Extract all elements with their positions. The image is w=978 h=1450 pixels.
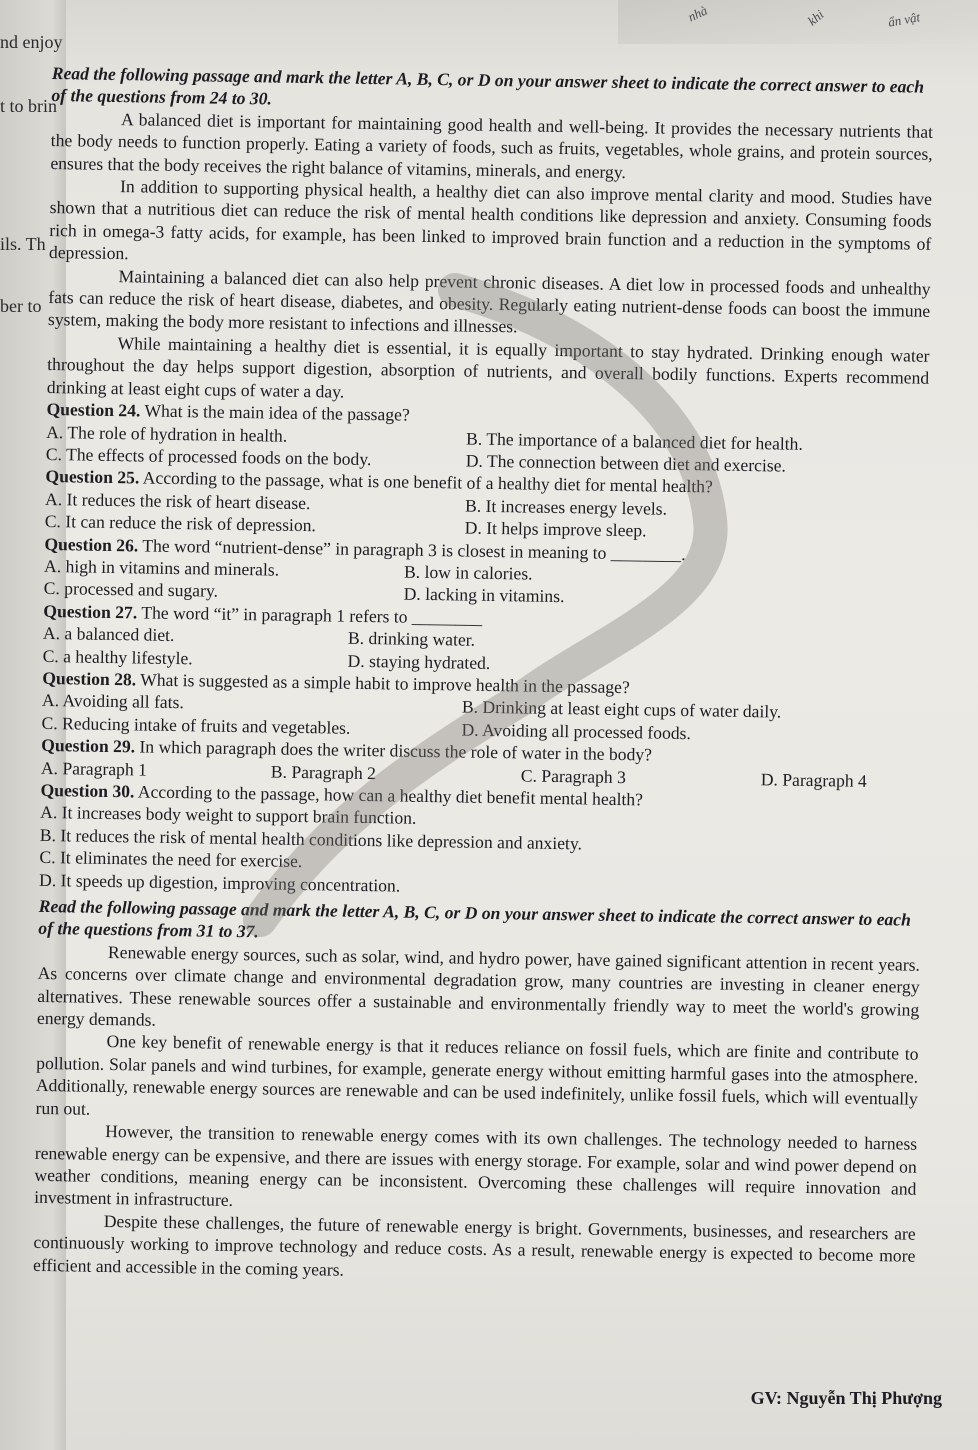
question-label: Question 30.: [40, 779, 135, 802]
option-b: B. drinking water.: [347, 627, 476, 650]
question-text: The word “it” in paragraph 1 refers to ________: [137, 602, 483, 628]
question-label: Question 29.: [41, 735, 136, 757]
option-c: C. It can reduce the risk of depression.: [44, 511, 317, 536]
option-b: B. Paragraph 2: [270, 761, 377, 783]
option-a: A. It reduces the risk of heart disease.: [44, 488, 311, 513]
option-b: B. low in calories.: [403, 561, 533, 584]
option-d: D. Avoiding all processed foods.: [461, 719, 692, 743]
option-a: A. high in vitamins and minerals.: [43, 555, 280, 580]
question-label: Question 28.: [42, 667, 137, 690]
next-page-scrap: [618, 0, 978, 44]
question-text: The word “nutrient-dense” in paragraph 3 is closest in meaning to ________.: [138, 534, 686, 564]
option-d: D. Paragraph 4: [760, 768, 868, 791]
option-b: B. Drinking at least eight cups of water daily.: [461, 696, 782, 722]
passage1-paragraph-3: Maintaining a balanced diet can also help prevent chronic diseases. A diet low in processed foods and unhealthy fats can reduce the risk of heart disease, diabetes, and obesity. Regularly eating nutrient-dense foods can boost the immune system, making the body more resistant to infections and illnesses.: [47, 265, 931, 337]
option-d: D. It speeds up digestion, improving concentration.: [39, 869, 401, 896]
option-c: C. Paragraph 3: [520, 765, 627, 787]
scrap-fragment: nhà: [685, 2, 710, 25]
passage2-paragraph-1: Renewable energy sources, such as solar, wind, and hydro power, have gained significant attention in recent years. As concerns over climate change and environmental degradation grow, many countries are investing in cleaner energy alternatives. These renewable sources offer a sustainable and environmentally friendly way to meet the world's growing energy demands.: [36, 941, 921, 1030]
question-text: According to the passage, what is one benefit of a healthy diet for mental health?: [139, 467, 713, 497]
section2-instruction: Read the following passage and mark the letter A, B, C, or D on your answer sheet to indicate the correct answer to each of the questions from 31 to 37.: [38, 895, 912, 942]
option-b: B. The importance of a balanced diet for health.: [465, 428, 804, 454]
option-b: B. It increases energy levels.: [464, 495, 668, 519]
prev-page-fragment: t to brin: [0, 96, 57, 116]
option-b: B. It reduces the risk of mental health conditions like depression and anxiety.: [39, 824, 583, 854]
option-d: D. The connection between diet and exercise.: [465, 450, 787, 476]
passage1-paragraph-1: A balanced diet is important for maintaining good health and well-being. It provides the necessary nutrients that the body needs to function properly. Eating a variety of foods, such as fruits, vegetables, whole grains, and protein sources, ensures that the body receives the right balance of vitamins, minerals, and energy.: [50, 108, 934, 182]
option-a: A. Paragraph 1: [40, 757, 148, 780]
section2: [33, 895, 921, 1290]
option-c: C. It eliminates the need for exercise.: [39, 847, 303, 872]
section1-instruction: Read the following passage and mark the letter A, B, C, or D on your answer sheet to indicate the correct answer to each of the questions from 24 to 30.: [51, 62, 925, 109]
option-a: A. It increases body weight to support brain function.: [40, 802, 417, 829]
option-a: A. Avoiding all fats.: [41, 690, 184, 713]
passage2-paragraph-4: Despite these challenges, the future of renewable energy is bright. Governments, businesses, and researchers are continuously working to improve technology and reduce costs. As a result, renewable energy is expected to become more efficient and accessible in the coming years.: [32, 1210, 916, 1280]
passage1-paragraph-2: In addition to supporting physical health, a healthy diet can also improve mental clarity and mood. Studies have shown that a nutritious diet can reduce the risk of mental health conditions like depression and anxiety. Consuming foods rich in omega-3 fatty acids, for example, has been linked to improved brain function and a reduction in the symptoms of depression.: [48, 176, 933, 264]
option-c: C. a healthy lifestyle.: [42, 645, 193, 668]
option-d: D. It helps improve sleep.: [464, 517, 647, 541]
question-label: Question 26.: [44, 533, 139, 555]
option-c: C. processed and sugary.: [43, 578, 219, 602]
passage2-paragraph-2: One key benefit of renewable energy is that it reduces reliance on fossil fuels, which are finite and contribute to pollution. Solar panels and wind turbines, for example, generate energy without emitting harmful gases into the atmosphere. Additionally, renewable energy sources are renewable and can be used indefinitely, unlike fossil fuels, which will eventually run out.: [35, 1031, 919, 1119]
question-text: What is the main idea of the passage?: [140, 400, 410, 425]
scrap-fragment: ẩn vật: [886, 9, 922, 30]
question-text: What is suggested as a simple habit to improve health in the passage?: [136, 669, 630, 698]
option-c: C. Reducing intake of fruits and vegetables.: [41, 712, 351, 738]
passage1-paragraph-4: While maintaining a healthy diet is essential, it is equally important to stay hydrated. Drinking enough water throughout the day helps support digestion, absorption of nutrients, and overall bodily functions. Experts recommend drinking at least eight cups of water a day.: [46, 332, 930, 402]
worksheet-content: [33, 62, 934, 1290]
option-a: A. The role of hydration in health.: [46, 421, 288, 446]
passage2-paragraph-3: However, the transition to renewable energy comes with its own challenges. The technology needed to harness renewable energy can be expensive, and there are issues with energy storage. For example, solar and wind power depend on weather conditions, meaning energy can be inconsistent. Overcoming these challenges will require innovation and investment in infrastructure.: [34, 1121, 918, 1211]
question-text: According to the passage, how can a healthy diet benefit mental health?: [134, 781, 644, 810]
option-c: C. The effects of processed foods on the body.: [45, 443, 372, 469]
prev-page-fragment: nd enjoy: [0, 32, 63, 52]
scrap-fragment: khi: [804, 6, 827, 29]
question-label: Question 25.: [45, 466, 140, 488]
question-label: Question 27.: [43, 600, 138, 623]
prev-page-fragment: ils. Th: [0, 234, 46, 254]
option-d: D. staying hydrated.: [347, 650, 491, 673]
option-a: A. a balanced diet.: [42, 623, 175, 646]
option-d: D. lacking in vitamins.: [403, 583, 565, 607]
teacher-signature: GV: Nguyễn Thị Phượng: [750, 1388, 942, 1408]
prev-page-fragment: ber to: [0, 296, 42, 316]
question-text: In which paragraph does the writer discuss the role of water in the body?: [134, 736, 653, 765]
question-label: Question 24.: [46, 399, 141, 421]
